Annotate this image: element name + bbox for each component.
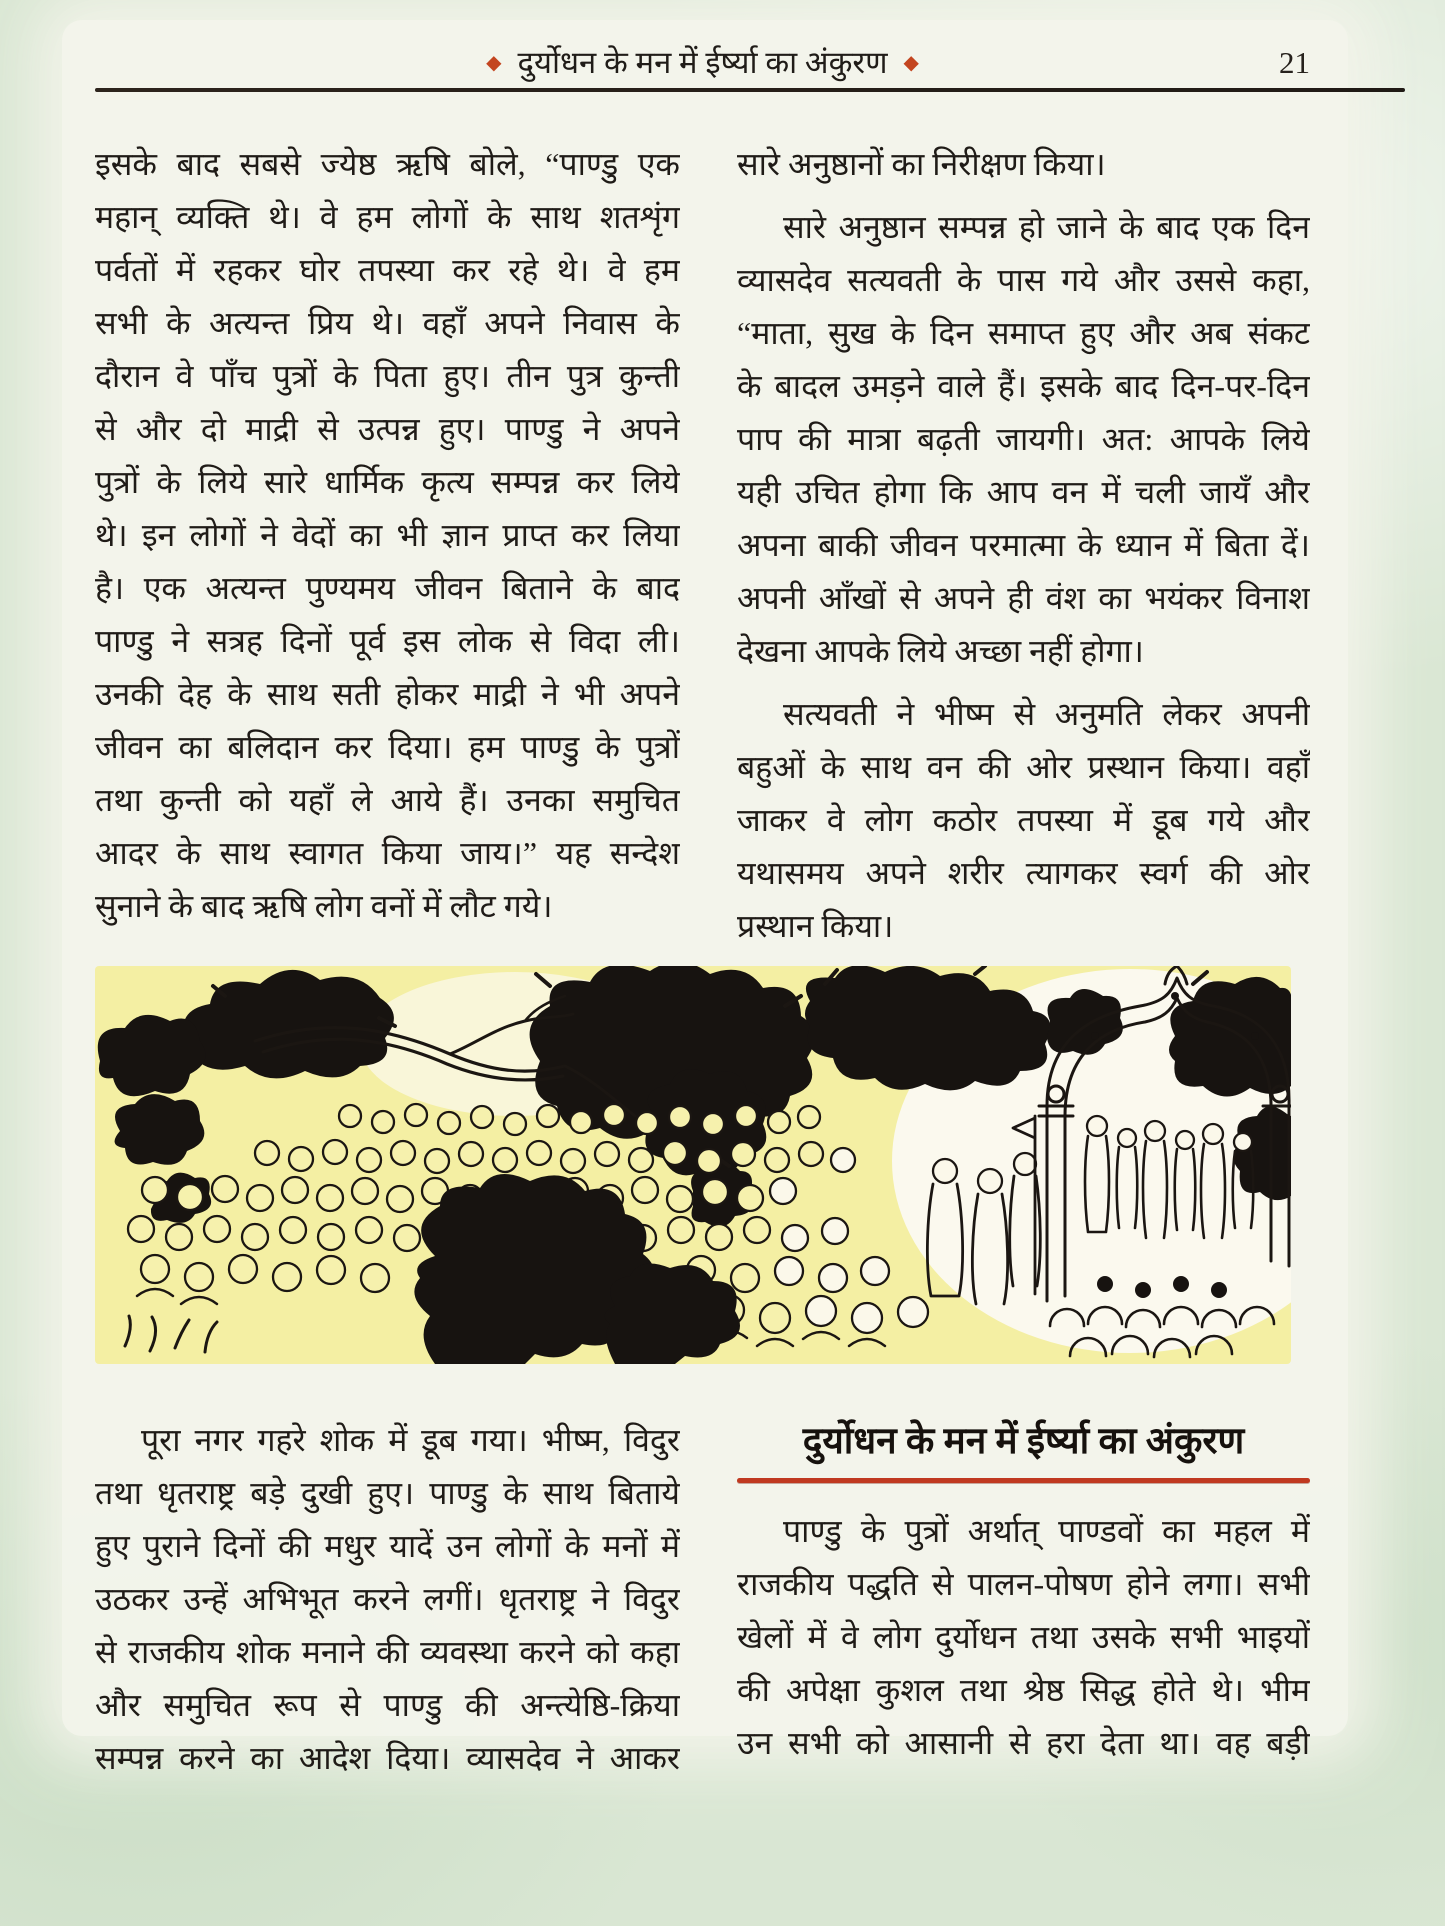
text-line: यथासमय अपने शरीर त्यागकर स्वर्ग की ओर [737,855,1310,891]
text-line: की अपेक्षा कुशल तथा श्रेष्ठ सिद्ध होते थे। भीम [737,1672,1310,1708]
text-line: और समुचित रूप से पाण्डु की अन्त्येष्ठि-क्रिया [95,1687,680,1723]
text-line: के बादल उमड़ने वाले हैं। इसके बाद दिन-पर-दिन [737,368,1310,404]
text-line: दौरान वे पाँच पुत्रों के पिता हुए। तीन पुत्र कुन्ती [95,358,680,394]
text-line: देखना आपके लिये अच्छा नहीं होगा। [737,633,1144,669]
text-line: यही उचित होगा कि आप वन में चली जायँ और [737,474,1310,510]
running-header-title: दुर्योधन के मन में ईर्ष्या का अंकुरण [517,45,888,80]
bottom-right-column [737,1414,1310,1770]
text-line: थे। इन लोगों ने वेदों का भी ज्ञान प्राप्त कर लिया [95,517,680,553]
text-line: व्यासदेव सत्यवती के पास गये और उससे कहा, [737,262,1310,298]
text-line: “माता, सुख के दिन समाप्त हुए और अब संकट [737,315,1310,351]
header-rule [95,88,1405,92]
text-line: पाण्डु ने सत्रह दिनों पूर्व इस लोक से विदा ली। [95,623,680,659]
text-line: है। एक अत्यन्त पुण्यमय जीवन बिताने के बाद [95,570,680,606]
text-line: जाकर वे लोग कठोर तपस्या में डूब गये और [737,802,1310,838]
text-line: से राजकीय शोक मनाने की व्यवस्था करने को कहा [95,1634,680,1670]
paragraph [737,688,1310,953]
text-line: पूरा नगर गहरे शोक में डूब गया। भीष्म, विदुर [141,1422,680,1458]
text-line: खेलों में वे लोग दुर्योधन तथा उसके सभी भाइयों [737,1619,1310,1655]
text-line: सारे अनुष्ठान सम्पन्न हो जाने के बाद एक दिन [783,209,1310,245]
text-line: सुनाने के बाद ऋषि लोग वनों में लौट गये। [95,888,553,924]
text-line: राजकीय पद्धति से पालन-पोषण होने लगा। सभी [737,1566,1310,1602]
text-line: हुए पुराने दिनों की मधुर यादें उन लोगों के मनों में [95,1528,680,1564]
paragraph [737,201,1310,678]
text-line: से और दो माद्री से उत्पन्न हुए। पाण्डु ने अपने [95,411,680,447]
text-line: पाण्डु के पुत्रों अर्थात् पाण्डवों का महल में [783,1513,1310,1549]
text-line: सत्यवती ने भीष्म से अनुमति लेकर अपनी [783,696,1310,732]
text-line: उनकी देह के साथ सती होकर माद्री ने भी अपने [95,676,680,712]
diamond-ornament-right: ◆ [903,52,919,74]
text-line: सारे अनुष्ठानों का निरीक्षण किया। [737,146,1106,182]
running-header [95,42,1310,84]
paragraph [737,1505,1310,1770]
text-line: सभी के अत्यन्त प्रिय थे। वहाँ अपने निवास के [95,305,680,341]
diamond-ornament-left: ◆ [486,52,502,74]
text-line: अपनी आँखों से अपने ही वंश का भयंकर विनाश [737,580,1310,616]
page-number: 21 [1279,45,1310,80]
text-line: प्रस्थान किया। [737,908,894,944]
section-heading-rule [737,1478,1310,1483]
text-line: बहुओं के साथ वन की ओर प्रस्थान किया। वहाँ [737,749,1310,785]
section-heading: दुर्योधन के मन में ईर्ष्या का अंकुरण [802,1421,1245,1462]
text-line: महान् व्यक्ति थे। वे हम लोगों के साथ शतशृंग [95,199,680,235]
top-right-column [737,138,1310,953]
text-line: उन सभी को आसानी से हरा देता था। वह बड़ी [737,1725,1310,1761]
text-line: पर्वतों में रहकर घोर तपस्या कर रहे थे। वे हम [95,252,680,288]
text-line: तथा कुन्ती को यहाँ ले आये हैं। उनका समुचित [95,782,680,818]
top-left-column [95,138,680,933]
text-line: उठकर उन्हें अभिभूत करने लगीं। धृतराष्ट्र ने विदुर [95,1581,680,1617]
text-line: सम्पन्न करने का आदेश दिया। व्यासदेव ने आकर [95,1740,680,1776]
text-line: आदर के साथ स्वागत किया जाय।” यह सन्देश [95,835,680,871]
text-line: तथा धृतराष्ट्र बड़े दुखी हुए। पाण्डु के साथ बिताये [95,1475,680,1511]
text-line: इसके बाद सबसे ज्येष्ठ ऋषि बोले, “पाण्डु एक [95,146,680,182]
text-line: पाप की मात्रा बढ़ती जायगी। अत: आपके लिये [737,421,1310,457]
illustration [95,966,1291,1364]
text-line: पुत्रों के लिये सारे धार्मिक कृत्य सम्पन्न कर लिये [95,464,680,500]
bottom-left-column [95,1414,680,1785]
text-line: जीवन का बलिदान कर दिया। हम पाण्डु के पुत्रों [95,729,680,765]
text-line: अपना बाकी जीवन परमात्मा के ध्यान में बिता दें। [737,527,1310,563]
illustration-svg [95,966,1291,1364]
